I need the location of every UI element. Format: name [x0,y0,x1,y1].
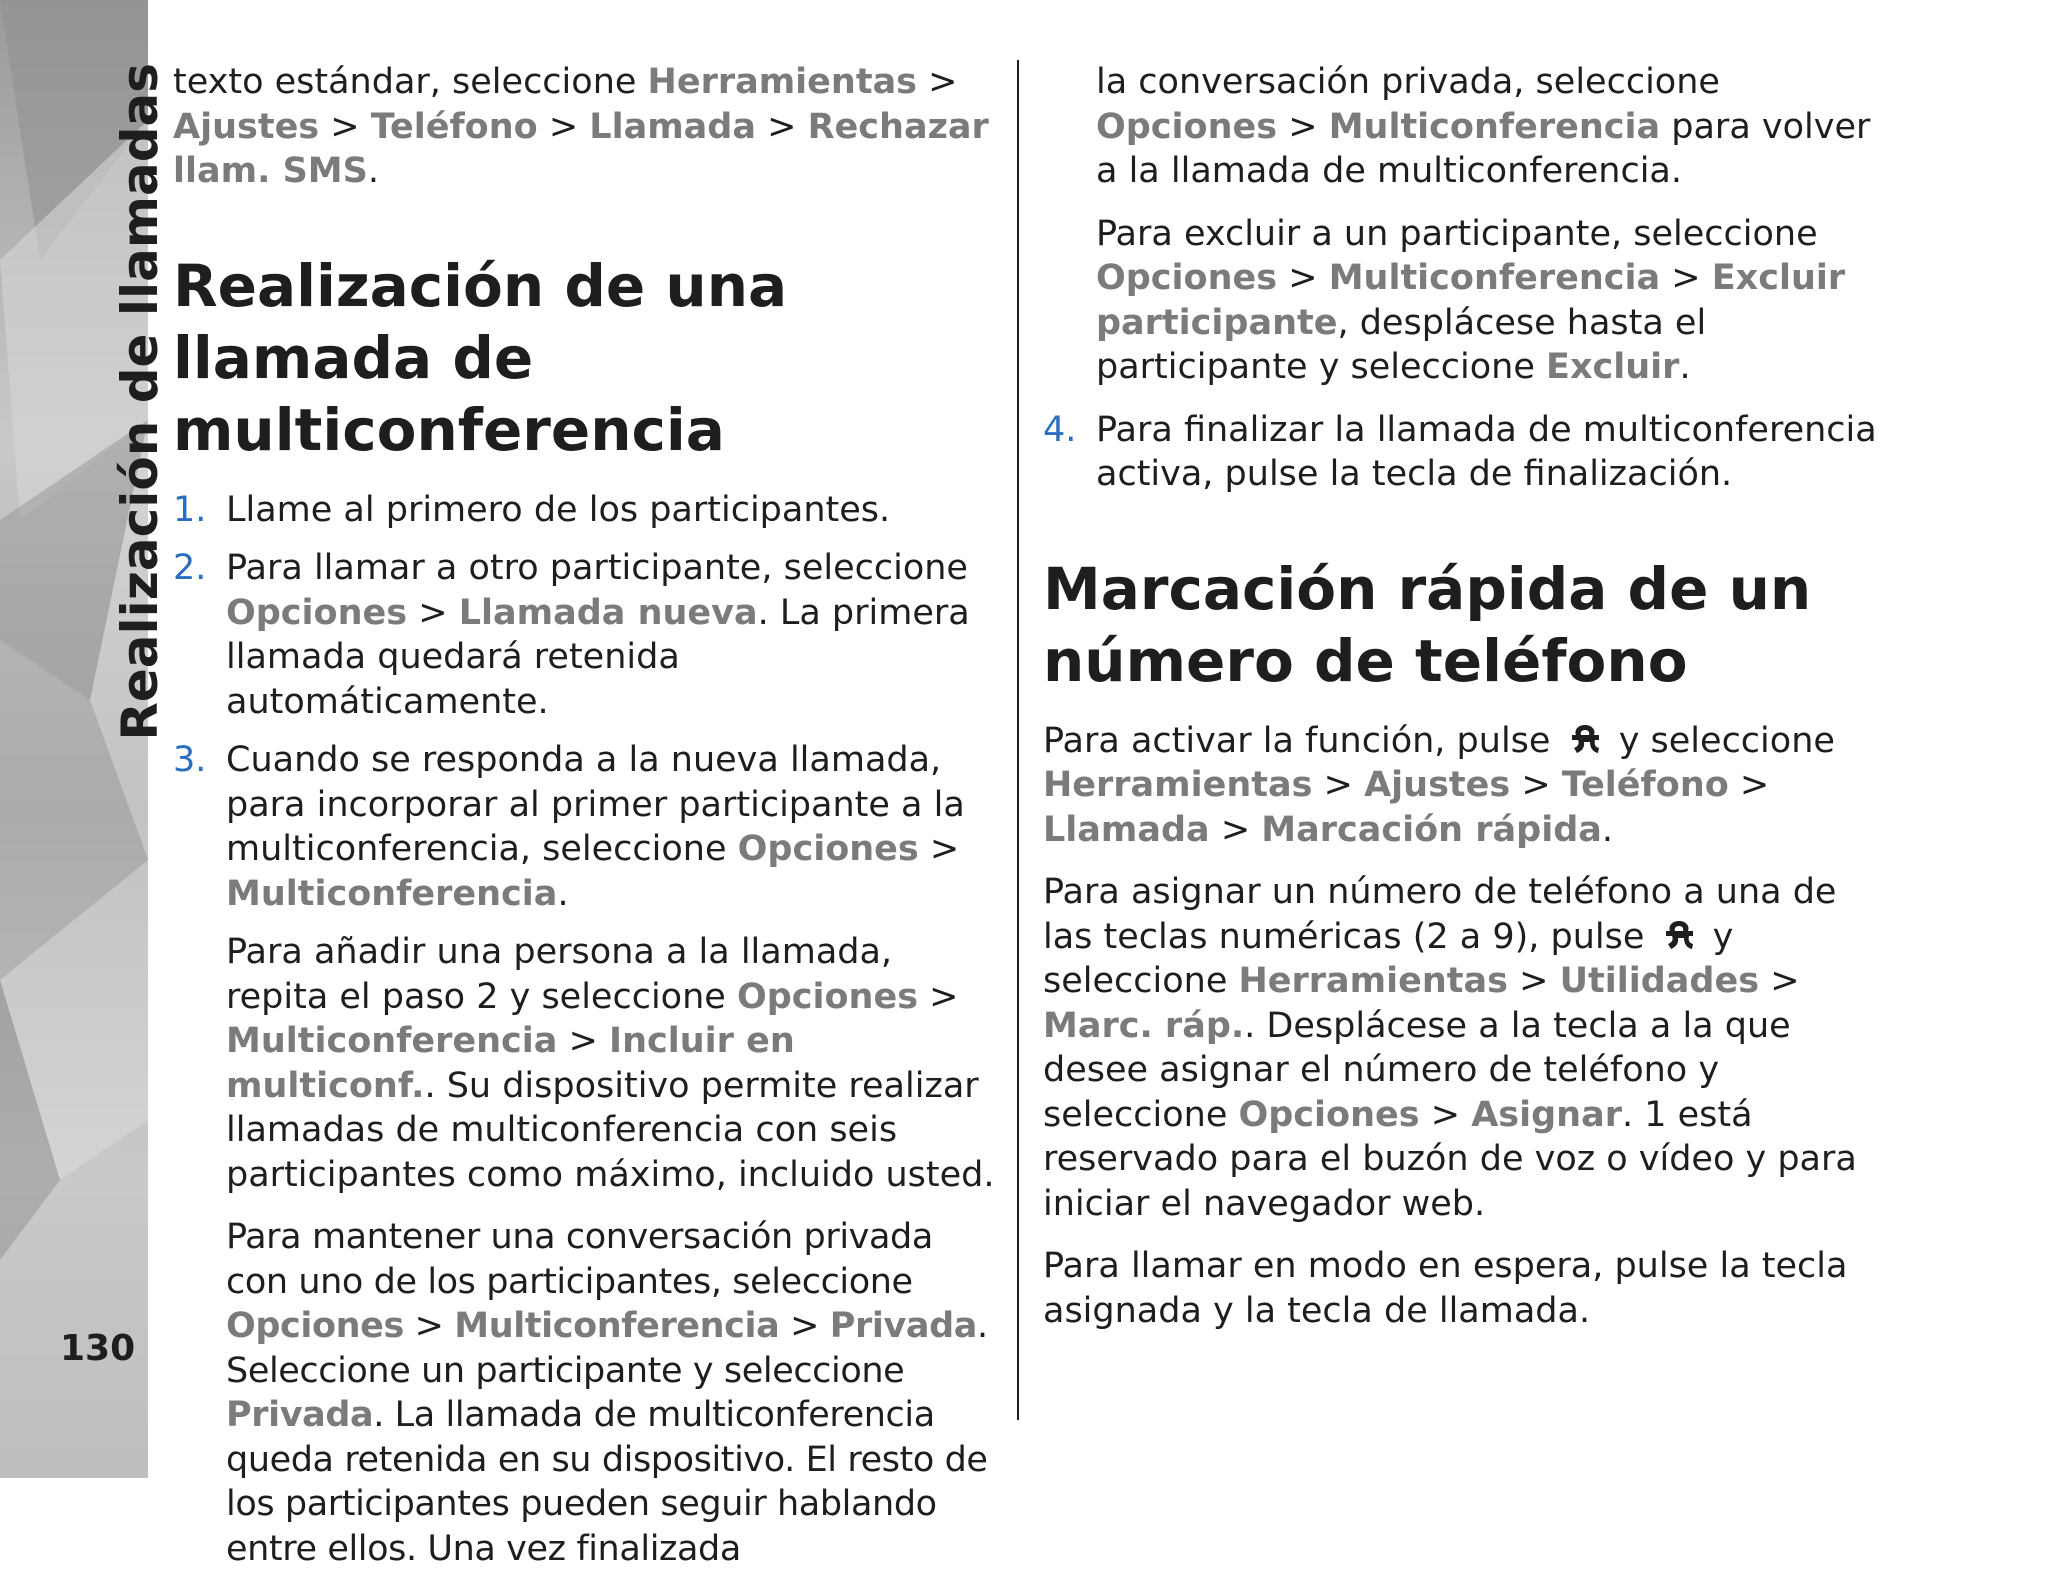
text: para volver a la llamada de multiconferencia. [1096,106,1871,191]
menu-path-item: Privada [829,1306,977,1346]
list-item [173,546,1005,724]
step-number: 2. [173,548,207,588]
path-separator: > [330,106,360,147]
path-separator: > [929,976,959,1017]
menu-path-item: Ajustes [173,106,320,147]
path-separator: > [1430,1094,1461,1135]
text: . 1 está reservado para el buzón de voz o vídeo y para iniciar el navegador web. [1043,1094,1857,1224]
continuation-paragraph [1043,60,1883,194]
menu-path-item: Ajustes [1364,765,1511,805]
menu-path-item: Opciones [226,1306,404,1346]
path-separator: > [1671,258,1701,298]
menu-path-item: Excluir participante [1096,258,1846,343]
path-separator: > [1519,961,1549,1001]
text: . [1679,347,1691,387]
standby-call-paragraph: Para llamar en modo en espera, pulse la tecla asignada y la tecla de llamada. [1043,1246,1848,1331]
path-separator: > [1521,765,1551,805]
step-number: 3. [173,740,207,780]
menu-path-item: Multiconferencia [1328,106,1661,147]
path-separator: > [767,106,797,147]
text: . [1601,809,1614,850]
menu-path-item: Multiconferencia [226,873,558,914]
menu-path-item: Opciones [737,829,919,869]
menu-path-item: Teléfono [1561,765,1729,805]
chapter-title: Realización de llamadas [111,63,169,741]
menu-path-item: Multiconferencia [454,1306,780,1346]
menu-path-item: Rechazar llam. SMS [173,106,989,191]
path-separator: > [548,106,579,147]
menu-path-item: Herramientas [647,62,918,102]
list-item [1043,408,1883,497]
menu-path-item: Herramientas [1043,765,1313,805]
text: . Seleccione un participante y seleccione [226,1306,988,1391]
step-text: Para finalizar la llamada de multiconferencia activa, pulse la tecla de finalización. [1096,409,1877,494]
path-separator: > [418,592,448,633]
intro-paragraph [173,60,1005,194]
section-heading: Marcación rápida de un número de teléfono [1043,554,1812,695]
menu-path-item: Opciones [1096,258,1278,298]
steps-list-continued [1043,408,1883,497]
right-column [1043,60,1883,1351]
path-separator: > [414,1306,444,1346]
text: la conversación privada, seleccione [1096,62,1720,102]
path-separator: > [1220,809,1251,850]
menu-path-item: Excluir [1546,347,1680,387]
path-separator: > [1739,765,1770,805]
text: . Desplácese a la tecla a la que desee asignar el número de teléfono y seleccione [1043,1005,1791,1135]
add-participant-paragraph [173,930,1005,1197]
text: , desplácese hasta el participante y seleccione [1096,302,1707,387]
list-item [173,488,1005,533]
menu-path-item: Privada [226,1395,374,1435]
text: Para añadir una persona a la llamada, repita el paso 2 y seleccione [226,932,893,1017]
step-text: Llame al primero de los participantes. [226,489,891,530]
menu-path-item: Opciones [1238,1094,1420,1135]
text: Para asignar un número de teléfono a una de las teclas numéricas (2 a 9), pulse [1043,872,1837,957]
path-separator: > [790,1306,819,1346]
step-text: Para llamar a otro participante, seleccione [226,548,968,588]
menu-path-item: Herramientas [1238,961,1508,1001]
menu-path-item: Utilidades [1559,961,1760,1001]
menu-key-icon [1662,918,1696,954]
menu-path-item: Asignar [1471,1094,1622,1135]
text: texto estándar, seleccione [173,62,648,102]
private-conversation-paragraph [173,1215,1005,1571]
menu-path-item: Llamada [1043,809,1210,850]
text: . [367,151,379,191]
text: Para excluir a un participante, seleccione [1096,213,1818,254]
text: Para mantener una conversación privada con uno de los participantes, seleccione [226,1217,933,1302]
section-heading: Realización de una llamada de multiconferencia [173,251,788,464]
text: Para activar la función, pulse [1043,720,1562,761]
text: . Su dispositivo permite realizar llamadas de multiconferencia con seis participantes como máximo, incluido usted. [226,1065,995,1195]
activate-speed-dial-paragraph [1043,719,1883,853]
step-number: 4. [1043,409,1077,450]
menu-path-item: Opciones [736,976,919,1017]
path-separator: > [1288,106,1318,147]
step-number: 1. [173,489,207,530]
path-separator: > [1323,765,1353,805]
menu-path-item: Marc. ráp. [1043,1005,1245,1046]
menu-path-item: Opciones [226,592,408,633]
steps-list [173,488,1005,917]
list-item [173,738,1005,916]
text: . La llamada de multiconferencia queda retenida en su dispositivo. El resto de los participantes pueden seguir hablando entre ellos. Una vez finalizada [226,1395,988,1569]
menu-path-item: Marcación rápida [1261,809,1602,850]
assign-number-paragraph [1043,870,1883,1226]
text: y seleccione [1607,720,1835,761]
text: y seleccione [1043,916,1734,1001]
menu-path-item: Llamada [589,106,756,147]
path-separator: > [1288,258,1318,298]
page-number: 130 [60,1328,136,1369]
chapter-sidebar [0,0,169,1478]
column-divider [1017,60,1019,1420]
path-separator: > [568,1021,598,1061]
menu-path-item: Multiconferencia [226,1021,558,1061]
step-text: Cuando se responda a la nueva llamada, para incorporar al primer participante a la multiconferencia, seleccione [226,740,965,869]
left-column [173,60,1005,1589]
path-separator: > [929,829,960,869]
menu-key-icon [1568,722,1602,758]
menu-path-item: Multiconferencia [1328,258,1661,298]
step-text: . La primera llamada quedará retenida automáticamente. [226,592,970,722]
menu-path-item: Opciones [1096,106,1278,147]
path-separator: > [1770,961,1800,1001]
path-separator: > [928,62,958,102]
exclude-participant-paragraph [1043,212,1883,390]
menu-path-item: Llamada nueva [458,592,758,633]
menu-path-item: Teléfono [370,106,538,147]
step-text: . [557,873,569,914]
menu-path-item: Incluir en multiconf. [226,1021,795,1106]
